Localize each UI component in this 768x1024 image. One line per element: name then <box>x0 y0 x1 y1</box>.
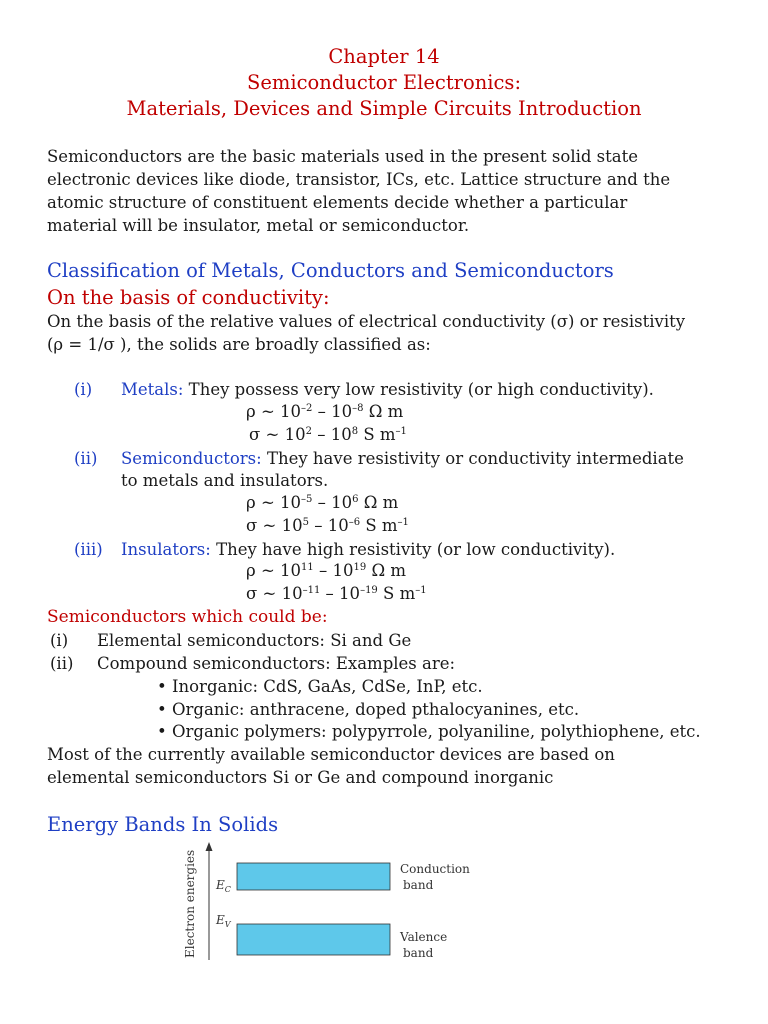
closing-line: Most of the currently available semiconductor devices are based on <box>47 745 615 764</box>
description-line: (ρ = 1/σ ), the solids are broadly classified as: <box>47 335 431 354</box>
formula-part: – 10 <box>311 425 352 444</box>
formula-exponent: –19 <box>360 585 378 596</box>
y-axis-arrow-icon <box>206 842 213 851</box>
conduction-band-label: Conduction <box>400 862 470 876</box>
formula-part: ρ ~ 10 <box>246 493 302 512</box>
formula-part: – 10 <box>312 493 353 512</box>
formula-exponent: –1 <box>395 426 407 437</box>
item-term: Metals: <box>121 380 184 399</box>
formula-exponent: 5 <box>302 517 309 528</box>
energy-band-diagram <box>178 840 478 965</box>
formula-exponent: 2 <box>305 426 312 437</box>
intro-line: material will be insulator, metal or semiconductor. <box>47 216 470 235</box>
formula-part: – 10 <box>312 402 353 421</box>
insulators-conductivity-formula <box>246 584 427 603</box>
item-text: Elemental semiconductors: Si and Ge <box>97 631 412 650</box>
bullet-item: • Inorganic: CdS, GaAs, CdSe, InP, etc. <box>157 677 483 696</box>
intro-line: Semiconductors are the basic materials used in the present solid state <box>47 147 639 166</box>
formula-part: – 10 <box>308 516 349 535</box>
formula-part: σ ~ 10 <box>246 584 303 603</box>
formula-part: S m <box>358 425 396 444</box>
semiconductors-item-continued: to metals and insulators. <box>121 471 329 490</box>
valence-band-label: band <box>403 946 434 960</box>
formula-part: Ω m <box>363 402 404 421</box>
formula-part: S m <box>360 516 398 535</box>
formula-part: Ω m <box>366 561 407 580</box>
classification-heading: Classification of Metals, Conductors and Semiconductors <box>47 259 614 282</box>
classification-description <box>47 310 737 356</box>
intro-line: electronic devices like diode, transistor, ICs, etc. Lattice structure and the <box>47 170 671 189</box>
chapter-number: Chapter 14 <box>328 45 440 68</box>
bullet-item: • Organic polymers: polypyrrole, polyaniline, polythiophene, etc. <box>157 722 701 741</box>
formula-part: ρ ~ 10 <box>246 402 302 421</box>
semiconductor-types-heading: Semiconductors which could be: <box>47 607 328 627</box>
formula-exponent: –1 <box>397 517 409 528</box>
item-number: (ii) <box>74 449 98 468</box>
conductivity-subheading: On the basis of conductivity: <box>47 286 330 309</box>
semiconductors-resistivity-formula <box>246 493 398 512</box>
intro-line: atomic structure of constituent elements decide whether a particular <box>47 193 628 212</box>
chapter-subtitle: Materials, Devices and Simple Circuits Introduction <box>126 97 642 120</box>
formula-exponent: –2 <box>301 403 313 414</box>
formula-part: σ ~ 10 <box>249 425 306 444</box>
item-number: (i) <box>74 380 93 399</box>
elemental-item <box>50 630 411 652</box>
compound-item <box>50 653 455 675</box>
formula-exponent: –11 <box>302 585 321 596</box>
item-term: Insulators: <box>121 540 211 559</box>
description-line: On the basis of the relative values of electrical conductivity (σ) or resistivity <box>47 312 686 331</box>
formula-exponent: –6 <box>348 517 361 528</box>
metals-conductivity-formula <box>249 425 407 444</box>
intro-paragraph <box>47 145 737 237</box>
formula-exponent: 11 <box>301 562 314 573</box>
energy-bands-heading: Energy Bands In Solids <box>47 813 279 836</box>
formula-part: S m <box>377 584 416 603</box>
insulators-resistivity-formula <box>246 561 406 580</box>
insulators-item <box>74 539 615 561</box>
formula-part: – 10 <box>313 561 354 580</box>
item-term: Semiconductors: <box>121 449 262 468</box>
formula-exponent: –5 <box>301 494 313 505</box>
formula-part: ρ ~ 10 <box>246 561 302 580</box>
metals-item <box>74 379 654 401</box>
formula-exponent: 6 <box>352 494 359 505</box>
semiconductors-conductivity-formula <box>246 516 409 535</box>
metals-resistivity-formula <box>246 402 403 421</box>
chapter-title: Semiconductor Electronics: <box>246 71 522 94</box>
item-number: (iii) <box>74 540 103 559</box>
item-number: (i) <box>50 631 69 650</box>
item-number: (ii) <box>50 654 74 673</box>
item-description: They have high resistivity (or low conductivity). <box>210 540 616 559</box>
formula-exponent: –1 <box>415 585 427 596</box>
formula-exponent: –8 <box>352 403 364 414</box>
item-description: They have resistivity or conductivity intermediate <box>261 449 684 468</box>
formula-exponent: 19 <box>353 562 367 573</box>
formula-part: σ ~ 10 <box>246 516 303 535</box>
bullet-item: • Organic: anthracene, doped pthalocyanines, etc. <box>157 700 580 719</box>
valence-band-label: Valence <box>400 930 448 944</box>
item-text: Compound semiconductors: Examples are: <box>97 654 456 673</box>
item-description: They possess very low resistivity (or high conductivity). <box>183 380 654 399</box>
chapter-title-block <box>0 44 768 122</box>
valence-band <box>237 924 390 955</box>
y-axis-label: Electron energies <box>183 849 197 958</box>
ec-label: $E_C$ <box>216 878 231 894</box>
closing-line: elemental semiconductors Si or Ge and compound inorganic <box>47 768 554 787</box>
formula-exponent: 8 <box>351 426 359 437</box>
conduction-band-label: band <box>403 878 434 892</box>
conduction-band <box>237 863 390 890</box>
ev-label: $E_V$ <box>216 913 231 929</box>
formula-part: Ω m <box>358 493 399 512</box>
semiconductors-item <box>74 448 684 470</box>
formula-part: – 10 <box>320 584 361 603</box>
